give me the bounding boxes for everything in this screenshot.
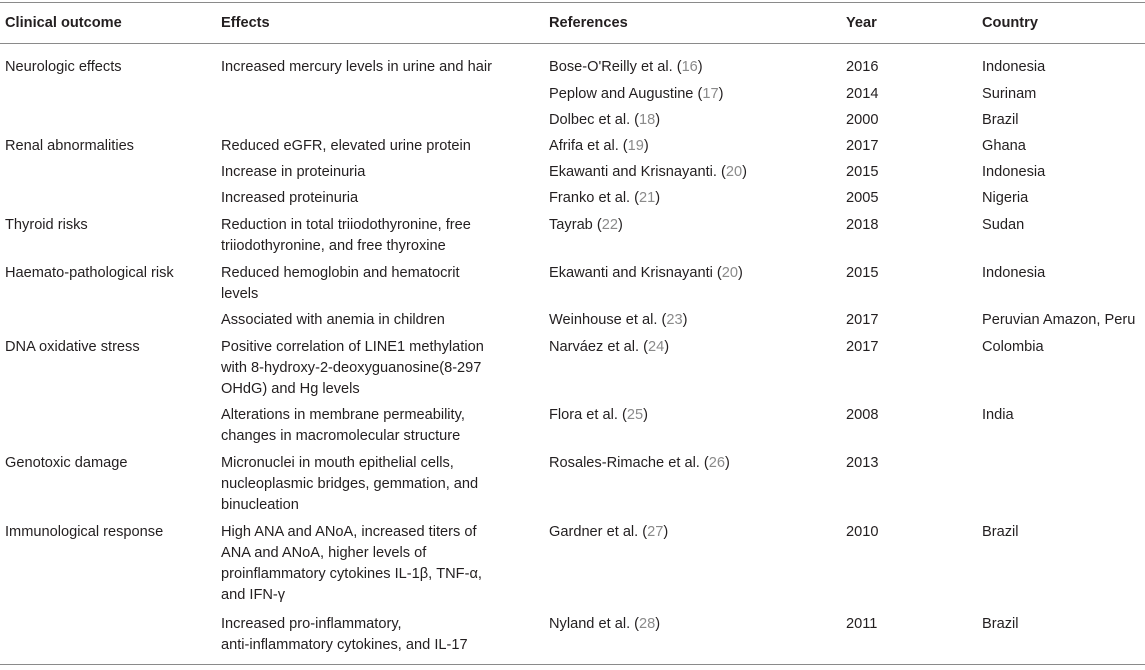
effects-line: Associated with anemia in children xyxy=(221,312,445,328)
year-cell: 2010 xyxy=(846,524,879,540)
header-effects: Effects xyxy=(221,15,270,31)
year-cell: 2016 xyxy=(846,59,879,75)
effects-cell xyxy=(221,57,492,78)
reference-text: Gardner et al. ( xyxy=(549,524,648,540)
effects-line: Increased pro-inflammatory, xyxy=(221,616,402,632)
reference-cell xyxy=(549,522,668,543)
year-cell: 2008 xyxy=(846,407,879,423)
year-cell: 2000 xyxy=(846,112,879,128)
effects-cell xyxy=(221,522,482,606)
reference-close: ) xyxy=(643,407,648,423)
header-clinical-outcome: Clinical outcome xyxy=(5,15,122,31)
reference-text: Nyland et al. ( xyxy=(549,616,640,632)
effects-cell xyxy=(221,310,445,331)
reference-close: ) xyxy=(643,138,649,154)
table-bottom-rule xyxy=(0,664,1145,665)
year-cell: 2015 xyxy=(846,265,879,281)
country-cell: Peruvian Amazon, Peru xyxy=(982,312,1136,328)
effects-cell xyxy=(221,614,468,656)
effects-line: anti-inflammatory cytokines, and IL-17 xyxy=(221,637,468,653)
year-cell: 2011 xyxy=(846,616,878,632)
reference-number-link[interactable]: 18 xyxy=(639,112,656,128)
header-year: Year xyxy=(846,15,877,31)
reference-cell xyxy=(549,405,648,426)
reference-number-link[interactable]: 27 xyxy=(647,524,664,540)
reference-cell xyxy=(549,310,687,331)
effects-line: Reduction in total triiodothyronine, free xyxy=(221,217,471,233)
country-cell: Indonesia xyxy=(982,265,1046,281)
clinical-outcome-cell: Genotoxic damage xyxy=(5,455,128,471)
clinical-outcome-cell: Thyroid risks xyxy=(5,217,88,233)
country-cell: Surinam xyxy=(982,86,1037,102)
reference-close: ) xyxy=(718,86,724,102)
reference-cell xyxy=(549,215,623,236)
year-cell: 2018 xyxy=(846,217,879,233)
reference-number-link[interactable]: 23 xyxy=(666,312,683,328)
effects-line: Positive correlation of LINE1 methylation xyxy=(221,339,484,355)
country-cell: Sudan xyxy=(982,217,1025,233)
country-cell: Indonesia xyxy=(982,59,1046,75)
reference-cell xyxy=(549,136,649,157)
effects-line: ANA and ANoA, higher levels of xyxy=(221,545,427,561)
year-cell: 2017 xyxy=(846,312,879,328)
effects-cell xyxy=(221,136,471,157)
reference-close: ) xyxy=(663,524,669,540)
reference-number-link[interactable]: 26 xyxy=(708,455,726,471)
reference-text: Flora et al. ( xyxy=(549,407,627,423)
reference-text: Ekawanti and Krisnayanti. ( xyxy=(549,164,726,180)
reference-cell xyxy=(549,162,747,183)
reference-text: Tayrab ( xyxy=(549,217,602,233)
country-cell: Indonesia xyxy=(982,164,1046,180)
table-top-rule xyxy=(0,2,1145,3)
reference-close: ) xyxy=(655,616,661,632)
country-cell: Nigeria xyxy=(982,190,1029,206)
reference-cell xyxy=(549,263,743,284)
reference-number-link[interactable]: 16 xyxy=(681,59,698,75)
header-references: References xyxy=(549,15,628,31)
effects-cell xyxy=(221,405,465,447)
effects-line: Increased mercury levels in urine and hair xyxy=(221,59,492,75)
effects-cell xyxy=(221,215,471,257)
reference-text: Rosales-Rimache et al. ( xyxy=(549,455,709,471)
effects-line: triiodothyronine, and free thyroxine xyxy=(221,238,446,254)
clinical-outcome-cell: Haemato-pathological risk xyxy=(5,265,174,281)
reference-close: ) xyxy=(738,265,743,281)
reference-close: ) xyxy=(617,217,623,233)
clinical-outcome-cell: Immunological response xyxy=(5,524,164,540)
effects-line: changes in macromolecular structure xyxy=(221,428,461,444)
effects-cell xyxy=(221,162,365,183)
reference-number-link[interactable]: 25 xyxy=(626,407,644,423)
reference-text: Ekawanti and Krisnayanti ( xyxy=(549,265,722,281)
reference-close: ) xyxy=(664,339,670,355)
reference-cell xyxy=(549,188,660,209)
reference-cell xyxy=(549,57,703,78)
reference-text: Afrifa et al. ( xyxy=(549,138,628,154)
effects-line: with 8-hydroxy-2-deoxyguanosine(8-297 xyxy=(221,360,482,376)
reference-text: Narváez et al. ( xyxy=(549,339,648,355)
reference-cell xyxy=(549,614,660,635)
reference-cell xyxy=(549,337,669,358)
reference-number-link[interactable]: 24 xyxy=(647,339,665,355)
country-cell: Brazil xyxy=(982,524,1019,540)
year-cell: 2013 xyxy=(846,455,879,471)
effects-line: Reduced eGFR, elevated urine protein xyxy=(221,138,471,154)
country-cell: Brazil xyxy=(982,616,1019,632)
effects-line: binucleation xyxy=(221,497,299,513)
reference-text: Weinhouse et al. ( xyxy=(549,312,667,328)
reference-text: Franko et al. ( xyxy=(549,190,640,206)
reference-number-link[interactable]: 17 xyxy=(702,86,719,102)
reference-number-link[interactable]: 20 xyxy=(721,265,739,281)
country-cell: Ghana xyxy=(982,138,1026,154)
effects-cell xyxy=(221,453,478,516)
reference-close: ) xyxy=(697,59,703,75)
year-cell: 2017 xyxy=(846,138,879,154)
effects-line: and IFN-γ xyxy=(221,587,286,603)
reference-number-link[interactable]: 21 xyxy=(639,190,656,206)
effects-line: Alterations in membrane permeability, xyxy=(221,407,465,423)
effects-line: Increased proteinuria xyxy=(221,190,359,206)
reference-cell xyxy=(549,84,723,105)
reference-number-link[interactable]: 19 xyxy=(627,138,644,154)
effects-line: High ANA and ANoA, increased titers of xyxy=(221,524,477,540)
clinical-outcome-cell: Neurologic effects xyxy=(5,59,122,75)
reference-number-link[interactable]: 22 xyxy=(601,217,618,233)
header-country: Country xyxy=(982,15,1038,31)
effects-line: proinflammatory cytokines IL-1β, TNF-α, xyxy=(221,566,482,582)
effects-cell xyxy=(221,188,358,209)
reference-number-link[interactable]: 28 xyxy=(639,616,656,632)
year-cell: 2005 xyxy=(846,190,879,206)
country-cell: India xyxy=(982,407,1014,423)
reference-close: ) xyxy=(655,190,661,206)
effects-line: Reduced hemoglobin and hematocrit xyxy=(221,265,460,281)
effects-cell xyxy=(221,337,484,400)
effects-line: levels xyxy=(221,286,259,302)
effects-line: Increase in proteinuria xyxy=(221,164,366,180)
year-cell: 2017 xyxy=(846,339,879,355)
effects-cell xyxy=(221,263,460,305)
country-cell: Colombia xyxy=(982,339,1044,355)
reference-number-link[interactable]: 20 xyxy=(725,164,743,180)
reference-cell xyxy=(549,110,660,131)
reference-text: Dolbec et al. ( xyxy=(549,112,640,128)
year-cell: 2014 xyxy=(846,86,879,102)
effects-line: nucleoplasmic bridges, gemmation, and xyxy=(221,476,479,492)
reference-close: ) xyxy=(725,455,730,471)
clinical-outcome-cell: DNA oxidative stress xyxy=(5,339,140,355)
reference-text: Bose-O'Reilly et al. ( xyxy=(549,59,682,75)
reference-close: ) xyxy=(742,164,747,180)
effects-line: OHdG) and Hg levels xyxy=(221,381,360,397)
reference-close: ) xyxy=(682,312,688,328)
reference-cell xyxy=(549,453,730,474)
clinical-outcome-cell: Renal abnormalities xyxy=(5,138,134,154)
reference-text: Peplow and Augustine ( xyxy=(549,86,703,102)
effects-line: Micronuclei in mouth epithelial cells, xyxy=(221,455,454,471)
table-header-rule xyxy=(0,43,1145,44)
year-cell: 2015 xyxy=(846,164,879,180)
country-cell: Brazil xyxy=(982,112,1019,128)
reference-close: ) xyxy=(655,112,661,128)
